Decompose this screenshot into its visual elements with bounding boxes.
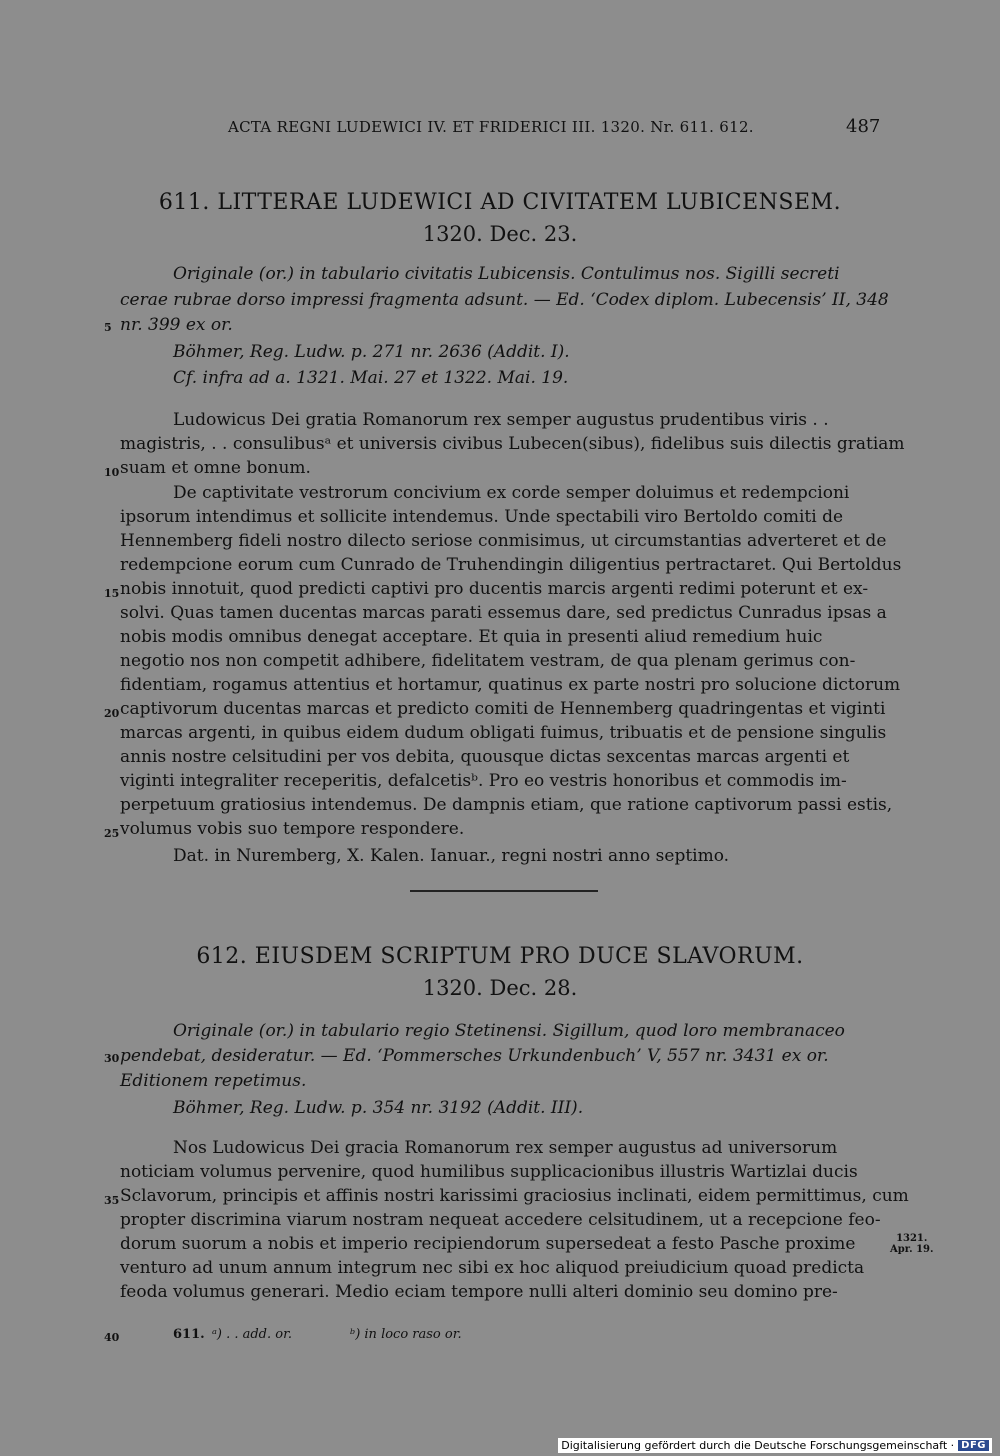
line-number: 10	[104, 466, 120, 479]
doc-612-text-line: dorum suorum a nobis et imperio recipiendorum supersedeat a festo Pasche proxime	[120, 1234, 856, 1254]
footnote-ref: 611.	[173, 1327, 205, 1342]
doc-611-title: 611. LITTERAE LUDEWICI AD CIVITATEM LUBICENSEM.	[158, 190, 842, 215]
doc-612-source-line: Originale (or.) in tabulario regio Stetinensi. Sigillum, quod loro membranaceo	[173, 1021, 845, 1041]
line-number: 30	[104, 1052, 120, 1065]
line-number: 35	[104, 1194, 120, 1207]
running-head: ACTA REGNI LUDEWICI IV. ET FRIDERICI III. 1320. Nr. 611. 612.	[228, 118, 754, 136]
footnote-b: ᵇ) in loco raso or.	[350, 1327, 462, 1342]
doc-611-dating-line: Dat. in Nuremberg, X. Kalen. Ianuar., regni nostri anno septimo.	[173, 846, 730, 866]
doc-611-text-line: fidentiam, rogamus attentius et hortamur, quatinus ex parte nostri pro solucione dictorum	[120, 675, 901, 695]
line-number: 25	[104, 827, 120, 840]
doc-611-text-line: solvi. Quas tamen ducentas marcas parati essemus dare, sed predictus Cunradus ipsas a	[120, 603, 887, 623]
doc-612-text-line: noticiam volumus pervenire, quod humilibus supplicacionibus illustris Wartizlai ducis	[120, 1162, 858, 1182]
doc-611-source-line: cerae rubrae dorso impressi fragmenta adsunt. — Ed. ‘Codex diplom. Lubecensis’ II, 348	[120, 290, 889, 310]
dfg-funding-banner	[558, 1438, 992, 1453]
margin-date-note	[890, 1233, 933, 1255]
line-number: 5	[104, 321, 112, 334]
doc-611-text-line: captivorum ducentas marcas et predicto comiti de Hennemberg quadringentas et viginti	[120, 699, 886, 719]
line-number: 15	[104, 587, 120, 600]
doc-612-date: 1320. Dec. 28.	[422, 976, 578, 1000]
doc-611-text-line: annis nostre celsitudini per vos debita, quousque dictas sexcentas marcas argenti et	[120, 747, 850, 767]
doc-611-text-line: perpetuum gratiosius intendemus. De dampnis etiam, que ratione captivorum passi estis,	[120, 795, 893, 815]
doc-612-text-line: Nos Ludowicus Dei gracia Romanorum rex semper augustus ad universorum	[173, 1138, 838, 1158]
doc-611-text-line: Hennemberg fideli nostro dilecto seriose conmisimus, ut circumstantias adverteret et de	[120, 531, 887, 551]
doc-611-text-line: volumus vobis suo tempore respondere.	[120, 819, 465, 839]
doc-611-text-line: De captivitate vestrorum concivium ex corde semper doluimus et redempcioni	[173, 483, 850, 503]
page-number: 487	[846, 116, 881, 137]
funding-text: Digitalisierung gefördert durch die Deutsche Forschungsgemeinschaft ·	[561, 1439, 955, 1452]
line-number: 40	[104, 1331, 120, 1344]
doc-611-date: 1320. Dec. 23.	[422, 222, 578, 246]
doc-611-source-line: Originale (or.) in tabulario civitatis Lubicensis. Contulimus nos. Sigilli secreti	[173, 264, 840, 284]
doc-611-text-line: marcas argenti, in quibus eidem dudum obligati fuimus, tribuatis et de pensione singulis	[120, 723, 887, 743]
doc-612-text-line: feoda volumus generari. Medio eciam tempore nulli alteri dominio seu domino pre-	[120, 1282, 838, 1302]
doc-612-title: 612. EIUSDEM SCRIPTUM PRO DUCE SLAVORUM.	[196, 944, 804, 969]
doc-612-source-line: pendebat, desideratur. — Ed. ‘Pommersches Urkundenbuch’ V, 557 nr. 3431 ex or.	[120, 1046, 829, 1066]
footnote-a: ᵃ) . . add. or.	[212, 1327, 293, 1342]
doc-612-text-line: propter discrimina viarum nostram nequeat accedere celsitudinem, ut a recepcione feo-	[120, 1210, 881, 1230]
margin-note-year: 1321.	[896, 1233, 928, 1244]
doc-611-regest-line: Böhmer, Reg. Ludw. p. 271 nr. 2636 (Addit. I).	[173, 342, 570, 362]
doc-611-text-line: suam et omne bonum.	[120, 458, 311, 478]
doc-612-source-line: Editionem repetimus.	[120, 1071, 307, 1091]
dfg-logo-icon: DFG	[958, 1440, 989, 1451]
doc-611-text-line: ipsorum intendimus et sollicite intendemus. Unde spectabili viro Bertoldo comiti de	[120, 507, 844, 527]
doc-611-text-line: nobis innotuit, quod predicti captivi pro ducentis marcis argenti redimi poterunt et ex-	[120, 579, 869, 599]
doc-611-text-line: Ludowicus Dei gratia Romanorum rex semper augustus prudentibus viris . .	[173, 410, 829, 430]
doc-611-text-line: redempcione eorum cum Cunrado de Truhendingin diligentius pertractaret. Qui Bertoldus	[120, 555, 902, 575]
doc-611-text-line: viginti integraliter receperitis, defalcetisᵇ. Pro eo vestris honoribus et commodis im-	[120, 771, 847, 791]
line-number: 20	[104, 707, 120, 720]
doc-611-source-line: nr. 399 ex or.	[120, 315, 233, 335]
section-divider	[410, 890, 598, 892]
doc-611-text-line: magistris, . . consulibusᵃ et universis civibus Lubecen(sibus), fidelibus suis dilectis gratiam	[120, 434, 905, 454]
doc-611-text-line: nobis modis omnibus denegat acceptare. Et quia in presenti aliud remedium huic	[120, 627, 823, 647]
doc-612-text-line: venturo ad unum annum integrum nec sibi ex hoc aliquod preiudicium quoad predicta	[120, 1258, 865, 1278]
margin-note-day: Apr. 19.	[890, 1244, 934, 1255]
doc-611-regest-line: Cf. infra ad a. 1321. Mai. 27 et 1322. Mai. 19.	[173, 368, 569, 388]
doc-612-regest-line: Böhmer, Reg. Ludw. p. 354 nr. 3192 (Addit. III).	[173, 1098, 584, 1118]
doc-611-text-line: negotio nos non competit adhibere, fidelitatem vestram, de qua plenam gerimus con-	[120, 651, 856, 671]
doc-612-text-line: Sclavorum, principis et affinis nostri karissimi graciosius inclinati, eidem permittimus, cum	[120, 1186, 909, 1206]
